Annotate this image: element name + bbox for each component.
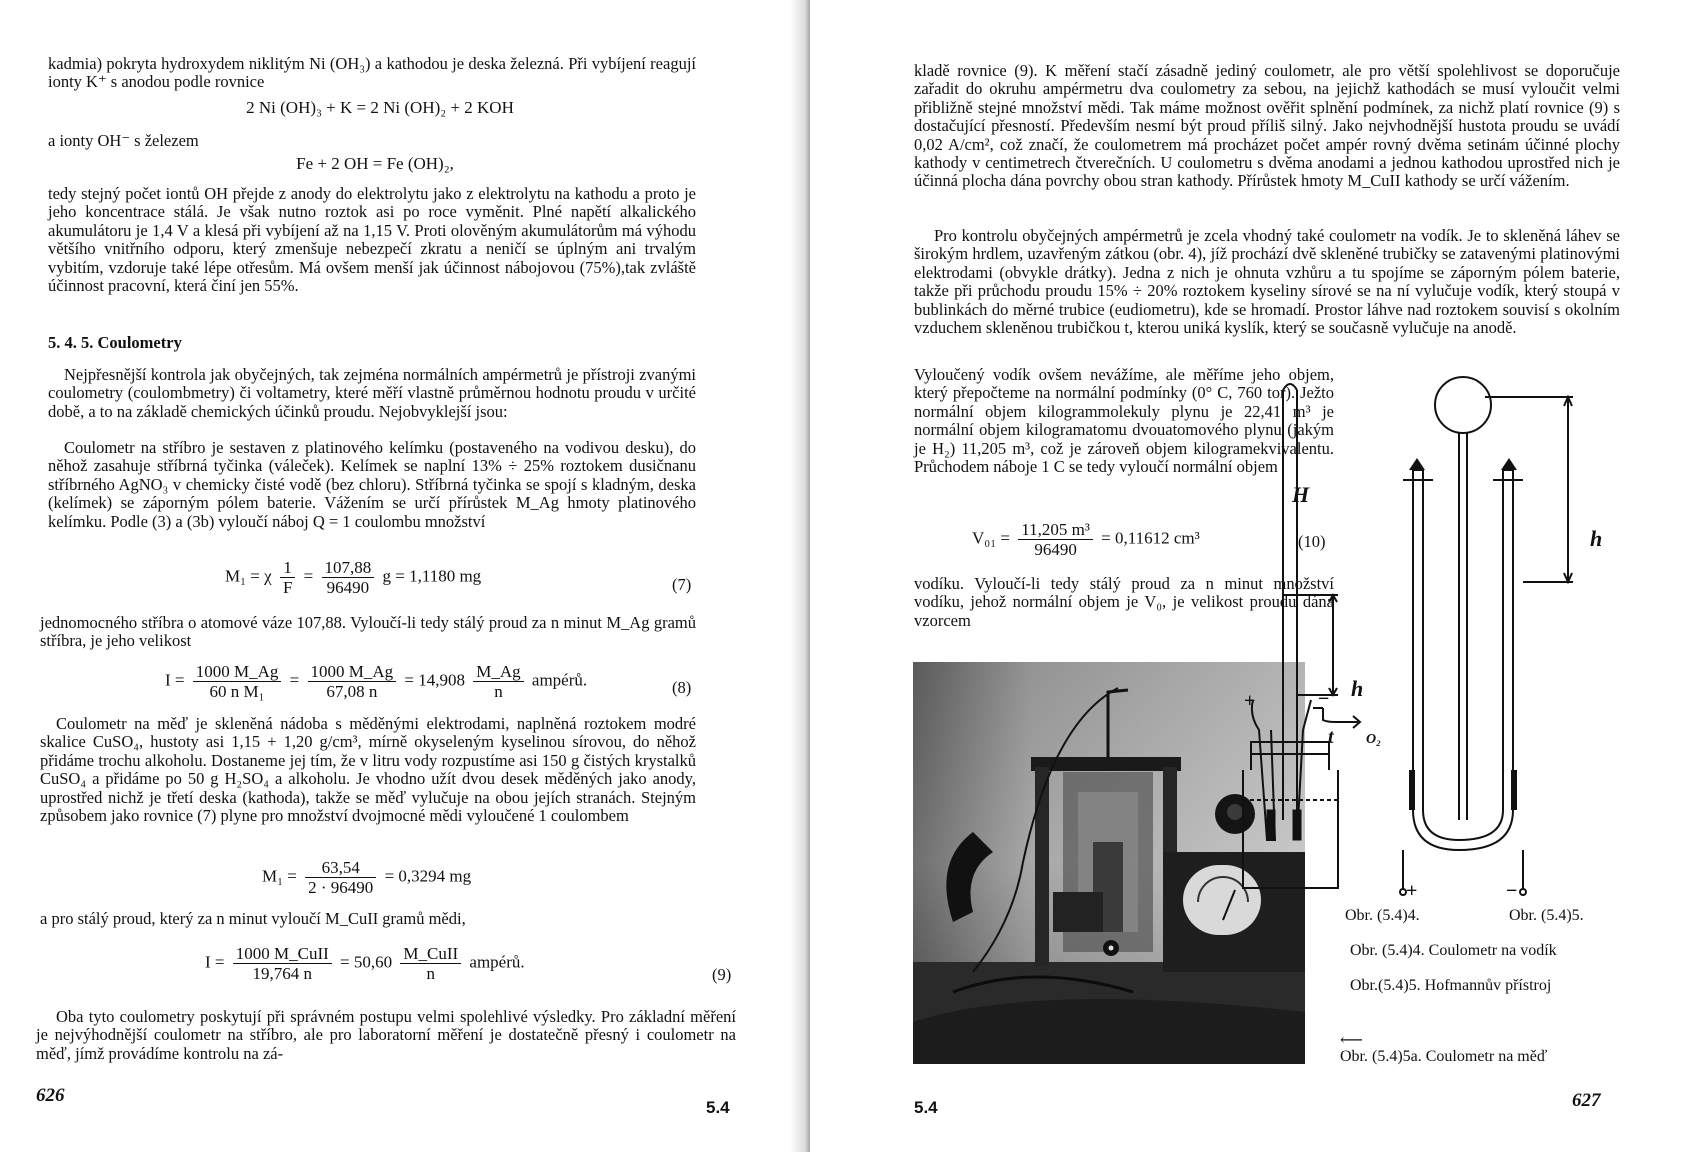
paragraph: a pro stálý proud, který za n minut vyloučí M_CuII gramů mědi, xyxy=(40,909,466,928)
paragraph: jednomocného stříbra o atomové váze 107,88. Vyloučí-li tedy stálý proud za n minut M_Ag gramů stříbra, je jeho velikost xyxy=(40,613,696,651)
fig-label-h: h xyxy=(1590,526,1603,551)
equation-number: (9) xyxy=(712,965,732,984)
fig-label-minus: − xyxy=(1506,880,1518,902)
paragraph: Vyloučený vodík ovšem nevážíme, ale měříme jeho objem, který přepočteme na normální podmínky (0° C, 760 tor). Ježto normální objem kilogrammolekuly plynu je 22,41 m³ je normální objem kilogramatomu dvouatomového plynu (jakým je H₂) 11,205 m³, což je zároveň objem kilogramekvivalentu. Průchodem náboje 1 C se tedy vyloučí normální objem xyxy=(914,365,1334,477)
section-marker: 5.4 xyxy=(914,1098,938,1117)
equation-9: I = $\frac{\text{1000 M\_CuII}}{19,764 n}$ = 50,60 $\frac{\text{M\_CuII}}{n}$ ampérů. xyxy=(205,944,525,983)
fig-label-plus: + xyxy=(1406,880,1418,902)
section-marker: 5.4 xyxy=(706,1098,730,1117)
paragraph: a ionty OH⁻ s železem xyxy=(48,131,199,150)
figure-caption: Obr. (5.4)5. xyxy=(1509,907,1584,924)
paragraph: Coulometr na měď je skleněná nádoba s měděnými elektrodami, naplněná roztokem modré skalice CuSO₄, hustoty asi 1,15 + 1,20 g/cm³, mírně okyseleným kyselinou sírovou, do něhož přidáme trochu alkoholu. Dostaneme jej tím, že v litru vody rozpustíme asi 150 g čistých krystalků CuSO₄ a přidáme po 50 g H₂SO₄ a alkoholu. Je vhodno užít dvou desek měděných jako anody, uprostřed nichž je třetí deska (kathoda), takže se měď vylučuje na obou jejích stranách. Stejným způsobem jako rovnice (7) plyne pro množství dvojmocné mědi vyloučené 1 coulombem xyxy=(40,714,696,826)
paragraph: Nejpřesnější kontrola jak obyčejných, tak zejména normálních ampérmetrů je přístroji zvanými coulometry (coulombmetry) či voltametry, které měří vlastně průměrnou hodnotu proudu v určité době, a to na základě chemických účinků proudu. Nejobvyklejší jsou: xyxy=(48,365,696,421)
fig-label-t: t xyxy=(1328,726,1334,748)
hydrogen-coulometer-diagram xyxy=(1223,370,1623,910)
right-page xyxy=(810,0,1683,1152)
figure-caption: Obr.(5.4)5. Hofmannův přístroj xyxy=(1350,977,1552,994)
fig-label-h: h xyxy=(1351,676,1364,701)
paragraph: tedy stejný počet iontů OH přejde z anody do elektrolytu jako z elektrolytu na kathodu a proto je jeho koncentrace stálá. Je však nutno roztok asi po roce vyměnit. Plné napětí alkalického akumulátoru je 1,4 V a klesá při vybíjení až na 1,15 V. Proti olověným akumulátorům má výhodu většího vnitřního odporu, který zmenšuje nebezpečí zkratu a neničí se úplným ani trvalým vybitím, vzdoruje také lépe otřesům. Má ovšem menší jak účinnost nábojovou (75%),tak zvláště účinnost pracovní, která činí jen 55%. xyxy=(48,184,696,296)
paragraph: kladě rovnice (9). K měření stačí zásadně jediný coulometr, ale pro větší spolehlivost se doporučuje zařadit do okruhu ampérmetru dva coulometry za sebou, na jejichž kathodách se musí vyloučit velmi přibližně stejné množství mědi. Tak máme možnost ověřit splnění podmínek, za nichž platí rovnice (9) s dostačující přesností. Především nesmí být proud příliš silný. Jako nejvhodnější hustota proudu se uvádí 0,02 A/cm², což značí, že coulometrem má procházet počet ampér rovný dvěma setinám účinné plochy kathody v centimetrech čtverečních. U coulometru s dvěma anodami a jednou kathodou uprostřed nich je účinná plocha dána povrchy obou stran kathody. Přírůstek hmoty M_CuII kathody se určí vážením. xyxy=(914,61,1620,191)
fig-label-H: H xyxy=(1292,482,1310,507)
figure-caption: Obr. (5.4)4. Coulometr na vodík xyxy=(1350,942,1557,959)
left-page xyxy=(0,0,808,1152)
page-number: 626 xyxy=(36,1085,65,1106)
equation-number: (8) xyxy=(672,678,692,697)
paragraph: kadmia) pokryta hydroxydem niklitým Ni (OH₃) a kathodou je deska železná. Při vybíjení reagují ionty K⁺ s anodou podle rovnice xyxy=(48,54,696,92)
equation-10: V₀₁ = $\frac{\text{11,205 m³}}{96490}$ = 0,11612 cm³ xyxy=(972,520,1200,559)
fig-label-plus: + xyxy=(1244,690,1256,712)
figure-caption: Obr. (5.4)4. xyxy=(1345,907,1420,924)
arrow-icon: ⟵ xyxy=(1340,1032,1363,1049)
page-number: 627 xyxy=(1572,1090,1601,1111)
fig-label-minus: − xyxy=(1318,688,1330,710)
equation-number: (10) xyxy=(1298,532,1326,551)
equation-copper-mass: M₁ = $\frac{63,54}{2 \cdot 96490}$ = 0,3294 mg xyxy=(262,858,472,897)
equation-iron: Fe + 2 OH = Fe (OH)₂, xyxy=(296,154,454,173)
figure-caption: Obr. (5.4)5a. Coulometr na měď xyxy=(1340,1048,1548,1065)
paragraph: Oba tyto coulometry poskytují při správném postupu velmi spolehlivé výsledky. Pro základní měření je nejvýhodnější coulometr na stříbro, ale pro laboratorní měření je dostatečně přesný i coulometr na měď, jímž provádíme kontrolu na zá- xyxy=(36,1007,736,1063)
fig-label-o2: O₂ xyxy=(1366,732,1381,747)
equation-number: (7) xyxy=(672,575,692,594)
section-heading: 5. 4. 5. Coulometry xyxy=(48,333,182,352)
equation-nickel: 2 Ni (OH)₃ + K = 2 Ni (OH)₂ + 2 KOH xyxy=(246,98,514,117)
equation-8: I = $\frac{1000 M\_Ag}{\text{60 n M₁}}$ = $\frac{1000 M\_Ag}{67,08 n}$ = 14,908 $\frac{M\_Ag}{n}$ ampérů. xyxy=(165,662,588,701)
paragraph: vodíku. Vyloučí-li tedy stálý proud za n minut množství vodíku, jehož normální objem je V₀, je velikost proudu dána vzorcem xyxy=(914,574,1334,630)
paragraph: Coulometr na stříbro je sestaven z platinového kelímku (postaveného na vodivou desku), do něhož zasahuje stříbrná tyčinka (váleček). Kelímek se naplní 13% ÷ 25% roztokem dusičnanu stříbrného AgNO₃ v chemicky čisté vodě (bez chloru). Stříbrná tyčinka se spojí s kladným, deska (kelímek) se záporným pólem baterie. Vážením se určí přírůstek M_Ag hmoty platinového kelímku. Podle (3) a (3b) vyloučí náboj Q = 1 coulombu množství xyxy=(48,438,696,531)
paragraph: Pro kontrolu obyčejných ampérmetrů je zcela vhodný také coulometr na vodík. Je to skleněná láhev se širokým hrdlem, uzavřeným zátkou (obr. 4), jíž prochází dvě skleněné trubičky se zatavenými platinovými elektrodami (obvykle drátky). Jedna z nich je ohnuta vzhůru a tu spojíme se záporným pólem baterie, takže při průchodu proudu 15% ÷ 20% roztokem kyseliny sírové se na ní vylučuje vodík, který stoupá v bublinkách do měrné trubice (eudiometru), kde se hromadí. Prostor láhve nad roztokem souvisí s okolním vzduchem skleněnou trubičkou t, kterou uniká kyslík, který se současně vylučuje na anodě. xyxy=(914,226,1620,338)
equation-7: M₁ = χ $\frac{1}{F}$ = $\frac{107,88}{96490}$ g = 1,1180 mg xyxy=(225,558,482,597)
